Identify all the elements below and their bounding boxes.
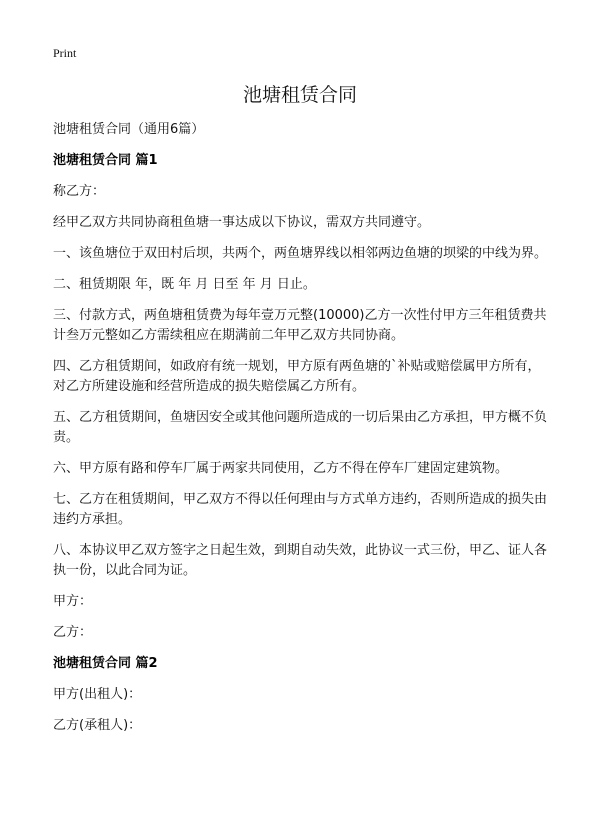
- lessor-line: 甲方(出租人)：: [53, 687, 142, 702]
- document-title: 池塘租赁合同: [242, 84, 357, 106]
- party-a-signature: 甲方：: [53, 594, 93, 609]
- party-b-line: 称乙方：: [53, 184, 106, 199]
- clause-7: 七、乙方在租赁期间，甲乙双方不得以任何理由与方式单方违约，否则所造成的损失由违约方承担。: [53, 492, 548, 527]
- print-link[interactable]: Print: [53, 46, 77, 60]
- section-heading: 池塘租赁合同 篇2: [53, 656, 158, 671]
- clause-3: 三、付款方式，两鱼塘租赁费为每年壹万元整(10000)乙方一次性付甲方三年租赁费共计叁万元整如乙方需续租应在期满前二年甲乙双方共同协商。: [53, 308, 547, 343]
- intro-paragraph: 池塘租赁合同（通用6篇）: [53, 122, 205, 137]
- clause-1: 一、该鱼塘位于双田村后坝，共两个，两鱼塘界线以相邻两边鱼塘的坝梁的中线为界。: [53, 246, 548, 261]
- document-body: [53, 120, 548, 747]
- paragraph: 经甲乙双方共同协商租鱼塘一事达成以下协议，需双方共同遵守。: [53, 215, 431, 230]
- section-heading: 池塘租赁合同 篇1: [53, 153, 158, 168]
- clause-2: 二、租赁期限 年，既 年 月 日至 年 月 日止。: [53, 277, 316, 292]
- lessee-line: 乙方(承租人)：: [53, 718, 142, 733]
- party-b-signature: 乙方：: [53, 625, 93, 640]
- clause-6: 六、甲方原有路和停车厂属于两家共同使用，乙方不得在停车厂建固定建筑物。: [53, 461, 509, 476]
- clause-4: 四、乙方租赁期间，如政府有统一规划，甲方原有两鱼塘的`补贴或赔偿属甲方所有，对乙方所建设施和经营所造成的损失赔偿属乙方所有。: [53, 359, 541, 394]
- clause-5: 五、乙方租赁期间，鱼塘因安全或其他问题所造成的一切后果由乙方承担，甲方概不负责。: [53, 410, 548, 445]
- clause-8: 八、本协议甲乙双方签字之日起生效，到期自动失效，此协议一式三份，甲乙、证人各执一份，以此合同为证。: [53, 543, 548, 578]
